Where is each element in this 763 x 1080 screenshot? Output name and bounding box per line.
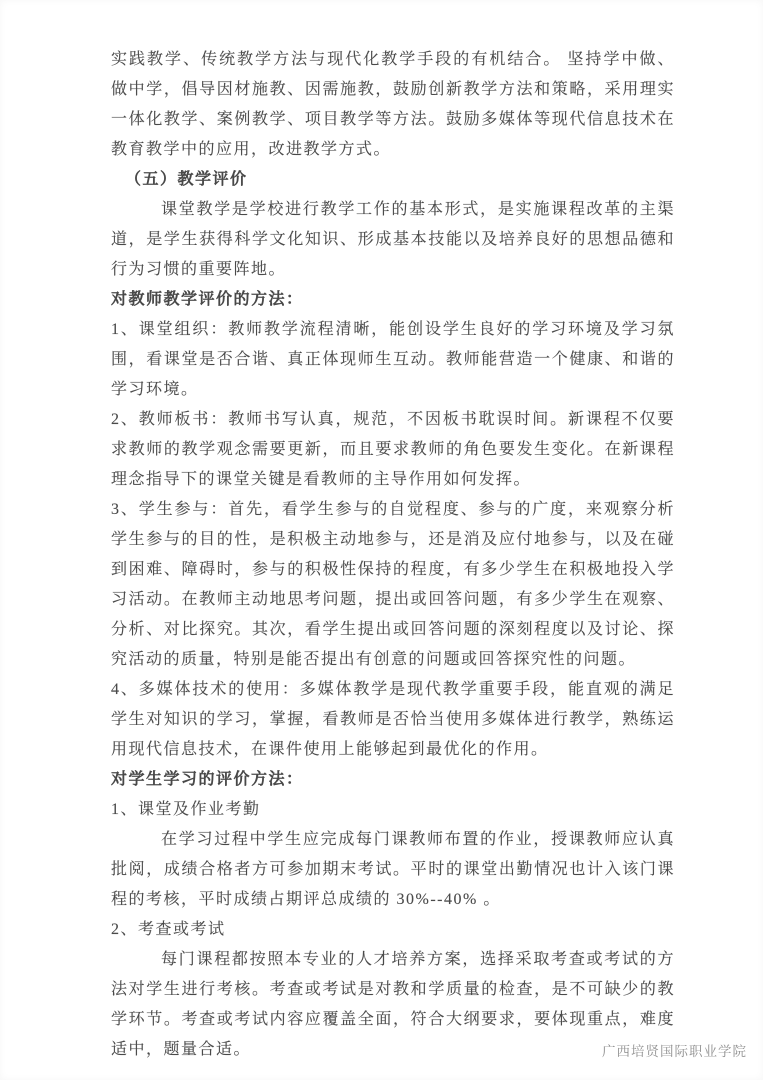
paragraph-classroom-teaching-intro: 课堂教学是学校进行教学工作的基本形式，是实施课程改革的主渠道，是学生获得科学文化知识、形成基本技能以及培养良好的思想品德和行为习惯的重要阵地。 <box>111 201 675 278</box>
heading-teacher-evaluation-methods: 对教师教学评价的方法： <box>111 291 304 308</box>
paragraph-teaching-methods-continuation: 实践教学、传统教学方法与现代化教学手段的有机结合。 坚持学中做、做中学，倡导因材施教、因需施教，鼓励创新教学方法和策略，采用理实一体化教学、案例教学、项目教学等方法。鼓励多媒体等现代信息技术在教育教学中的应用，改进教学方式。 <box>111 51 675 158</box>
paragraph-item-2-teacher-blackboard: 2、教师板书：教师书写认真，规范，不因板书耽误时间。新课程不仅要求教师的教学观念需要更新，而且要求教师的角色要发生变化。在新课程理念指导下的课堂关键是看教师的主导作用如何发挥。 <box>111 411 675 488</box>
section-heading-teaching-evaluation: （五）教学评价 <box>125 171 248 188</box>
paragraph-attendance-detail: 在学习过程中学生应完成每门课教师布置的作业，授课教师应认真批阅，成绩合格者方可参加期末考试。平时的课堂出勤情况也计入该门课程的考核，平时成绩占期评总成绩的 30%--40% 。 <box>111 831 675 908</box>
heading-student-evaluation-methods: 对学生学习的评价方法： <box>111 771 304 788</box>
paragraph-item-4-multimedia-use: 4、多媒体技术的使用：多媒体教学是现代教学重要手段，能直观的满足学生对知识的学习，掌握，看教师是否恰当使用多媒体进行教学，熟练运用现代信息技术，在课件使用上能够起到最优化的作用。 <box>111 681 675 758</box>
paragraph-item-3-student-participation: 3、学生参与：首先，看学生参与的自觉程度、参与的广度，来观察分析学生参与的目的性，是积极主动地参与，还是消及应付地参与，以及在碰到困难、障碍时，参与的积极性保持的程度，有多少学生在积极地投入学习活动。在教师主动地思考问题，提出或回答问题，有多少学生在观察、分析、对比探究。其次，看学生提出或回答问题的深刻程度以及讨论、探究活动的质量，特别是能否提出有创意的问题或回答探究性的问题。 <box>111 501 675 668</box>
paragraph-item-1-classroom-organization: 1、课堂组织：教师教学流程清晰，能创设学生良好的学习环境及学习氛围，看课堂是否合谐、真正体现师生互动。教师能营造一个健康、和谐的学习环境。 <box>111 321 675 398</box>
paragraph-item-2-exam: 2、考查或考试 <box>111 921 226 938</box>
document-body <box>111 45 675 1065</box>
college-watermark: 广西培贤国际职业学院 <box>602 1044 747 1059</box>
paragraph-exam-detail: 每门课程都按照本专业的人才培养方案，选择采取考查或考试的方法对学生进行考核。考查或考试是对教和学质量的检查，是不可缺少的教学环节。考查或考试内容应覆盖全面，符合大纲要求，要体现重点，难度适中，题量合适。 <box>111 951 675 1058</box>
paragraph-item-1-attendance: 1、课堂及作业考勤 <box>111 801 261 818</box>
